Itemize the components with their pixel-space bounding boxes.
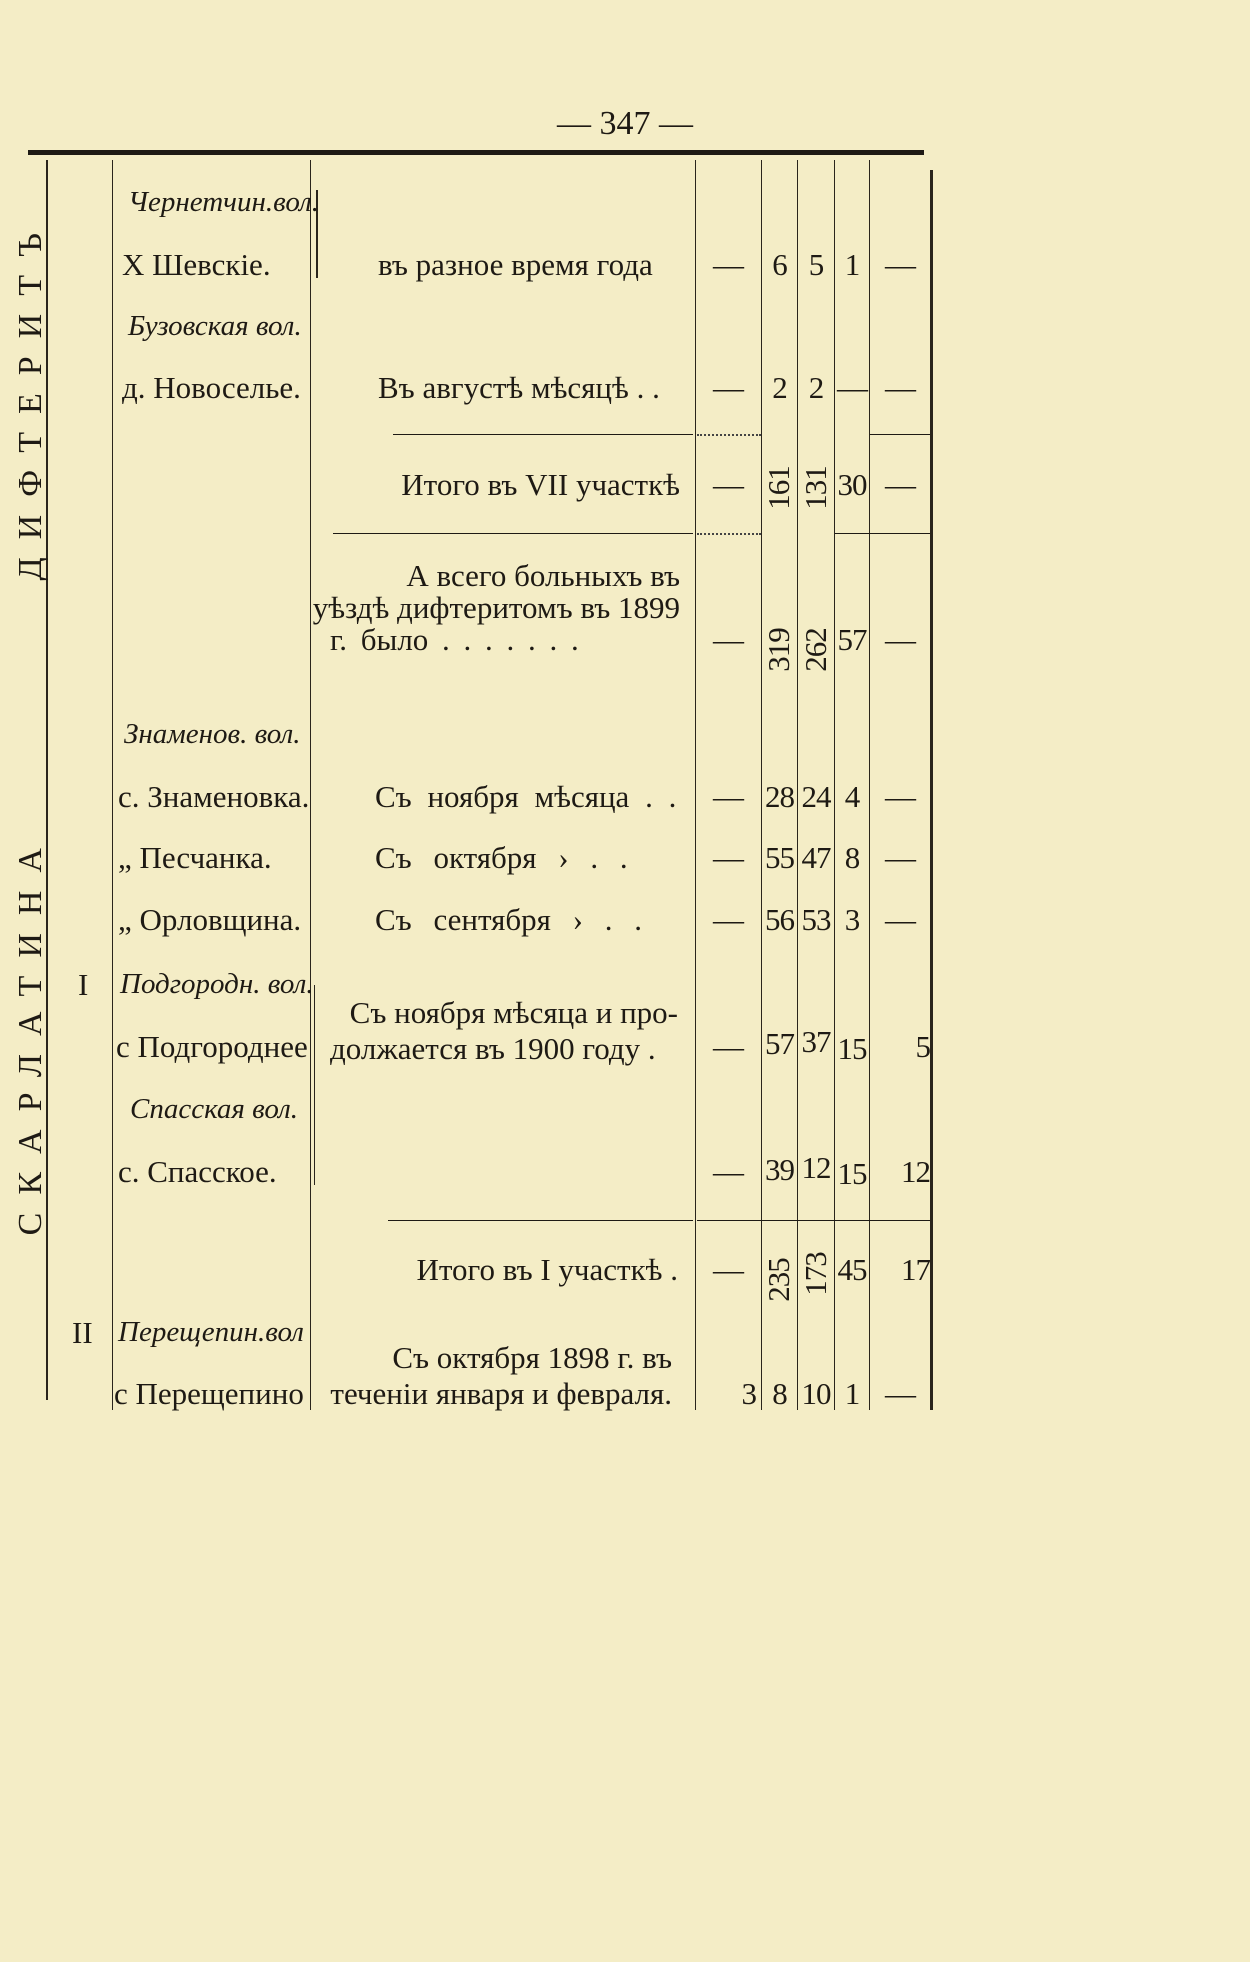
village-label: с Подгороднее bbox=[116, 1029, 308, 1064]
count-cell: — bbox=[885, 467, 915, 502]
count-cell: 12 bbox=[801, 1150, 831, 1185]
count-cell: 1 bbox=[844, 247, 860, 282]
period-text: Съ октября › . . bbox=[375, 840, 628, 875]
count-cell: 5 bbox=[808, 247, 824, 282]
subtotal-label: Итого въ I участкѣ . bbox=[416, 1252, 678, 1287]
count-cell: 17 bbox=[901, 1252, 930, 1287]
count-cell: — bbox=[885, 622, 915, 657]
count-cell: — bbox=[713, 902, 743, 937]
count-cell: 5 bbox=[915, 1029, 930, 1064]
volost-label: Бузовская вол. bbox=[128, 310, 302, 342]
count-cell: — bbox=[713, 370, 743, 405]
count-cell: 39 bbox=[765, 1152, 794, 1187]
count-cell: 53 bbox=[801, 902, 831, 937]
count-cell: 235 bbox=[761, 1258, 796, 1302]
count-cell: 57 bbox=[765, 1026, 794, 1061]
column-divider bbox=[310, 160, 311, 1410]
separator bbox=[388, 1220, 693, 1221]
village-label: „ Орловщина. bbox=[118, 902, 302, 937]
count-cell: — bbox=[713, 467, 743, 502]
count-cell: — bbox=[837, 370, 867, 405]
count-cell: 161 bbox=[761, 466, 796, 510]
count-cell: 6 bbox=[772, 247, 787, 282]
village-label: д. Новоселье. bbox=[122, 370, 301, 405]
period-text: Съ сентября › . . bbox=[375, 902, 642, 937]
count-cell: 47 bbox=[801, 840, 831, 875]
count-cell: — bbox=[713, 779, 743, 814]
count-cell: 3 bbox=[844, 902, 860, 937]
volost-label: Подгородн. вол. bbox=[120, 968, 314, 1000]
page-number: — 347 — bbox=[557, 105, 693, 142]
village-label: „ Песчанка. bbox=[118, 840, 272, 875]
village-label: с. Знаменовка. bbox=[118, 779, 310, 814]
count-cell: 28 bbox=[765, 779, 794, 814]
village-label: с Перещепино bbox=[114, 1376, 304, 1411]
separator bbox=[393, 434, 693, 435]
count-cell: — bbox=[713, 1252, 743, 1287]
count-cell: — bbox=[885, 840, 915, 875]
count-cell: 3 bbox=[741, 1376, 756, 1411]
count-cell: 15 bbox=[837, 1156, 867, 1191]
count-cell: 15 bbox=[837, 1031, 867, 1066]
count-cell: 10 bbox=[801, 1376, 831, 1411]
separator bbox=[697, 533, 761, 535]
period-text: Съ октября 1898 г. въ bbox=[392, 1340, 672, 1375]
district-number: I bbox=[78, 967, 89, 1002]
count-cell: 319 bbox=[761, 628, 796, 672]
count-cell: — bbox=[885, 370, 915, 405]
period-text: Съ ноября мѣсяца и про- bbox=[349, 995, 678, 1030]
count-cell: 12 bbox=[901, 1154, 930, 1189]
count-cell: — bbox=[885, 902, 915, 937]
column-divider bbox=[695, 160, 696, 1410]
count-cell: 30 bbox=[837, 467, 867, 502]
village-label: с. Спасское. bbox=[118, 1154, 277, 1189]
count-cell: 2 bbox=[772, 370, 787, 405]
period-text: Съ ноября мѣсяца . . bbox=[375, 779, 677, 814]
brace-line bbox=[314, 985, 315, 1185]
period-text: Въ августѣ мѣсяцѣ . . bbox=[378, 370, 660, 405]
total-text: г. было . . . . . . . bbox=[330, 622, 579, 657]
subtotal-label: Итого въ VII участкѣ bbox=[401, 467, 680, 502]
district-number: II bbox=[72, 1315, 93, 1350]
count-cell: — bbox=[885, 1376, 915, 1411]
count-cell: 1 bbox=[844, 1376, 860, 1411]
period-text: въ разное время года bbox=[378, 247, 653, 282]
column-divider bbox=[112, 160, 113, 1410]
count-cell: 24 bbox=[801, 779, 831, 814]
separator bbox=[333, 533, 693, 534]
period-text: теченіи января и февраля. bbox=[330, 1376, 672, 1411]
separator bbox=[835, 533, 930, 534]
top-rule bbox=[28, 150, 924, 155]
count-cell: — bbox=[885, 247, 915, 282]
count-cell: 45 bbox=[837, 1252, 867, 1287]
count-cell: 262 bbox=[798, 628, 833, 672]
count-cell: 8 bbox=[772, 1376, 787, 1411]
separator bbox=[697, 434, 761, 436]
volost-label: Перещепин.вол bbox=[118, 1316, 304, 1348]
count-cell: — bbox=[713, 1029, 743, 1064]
count-cell: — bbox=[713, 247, 743, 282]
separator bbox=[697, 1220, 930, 1221]
volost-label: Чернетчин.вол. bbox=[128, 186, 320, 218]
separator bbox=[870, 434, 930, 435]
count-cell: 56 bbox=[765, 902, 794, 937]
count-cell: 37 bbox=[801, 1024, 831, 1059]
count-cell: 55 bbox=[765, 840, 794, 875]
total-text: А всего больныхъ въ bbox=[406, 558, 680, 593]
volost-label: Спасская вол. bbox=[130, 1093, 299, 1125]
count-cell: — bbox=[713, 622, 743, 657]
disease-label-scarlatina: СКАРЛАТИНА bbox=[12, 830, 49, 1236]
volost-label: Знаменов. вол. bbox=[124, 718, 301, 750]
count-cell: 57 bbox=[837, 622, 867, 657]
count-cell: — bbox=[713, 1154, 743, 1189]
disease-label-diphtheria: ДИФТЕРИТЪ bbox=[12, 215, 49, 581]
count-cell: — bbox=[885, 779, 915, 814]
count-cell: 4 bbox=[844, 779, 860, 814]
total-text: уѣздѣ дифтеритомъ въ 1899 bbox=[312, 590, 680, 625]
village-label: Х Шевскіе. bbox=[122, 247, 271, 282]
count-cell: — bbox=[713, 840, 743, 875]
count-cell: 2 bbox=[808, 370, 824, 405]
count-cell: 131 bbox=[798, 466, 833, 510]
count-cell: 173 bbox=[798, 1252, 833, 1296]
column-divider bbox=[930, 170, 933, 1410]
count-cell: 8 bbox=[844, 840, 860, 875]
period-text: должается въ 1900 году . bbox=[330, 1031, 656, 1066]
